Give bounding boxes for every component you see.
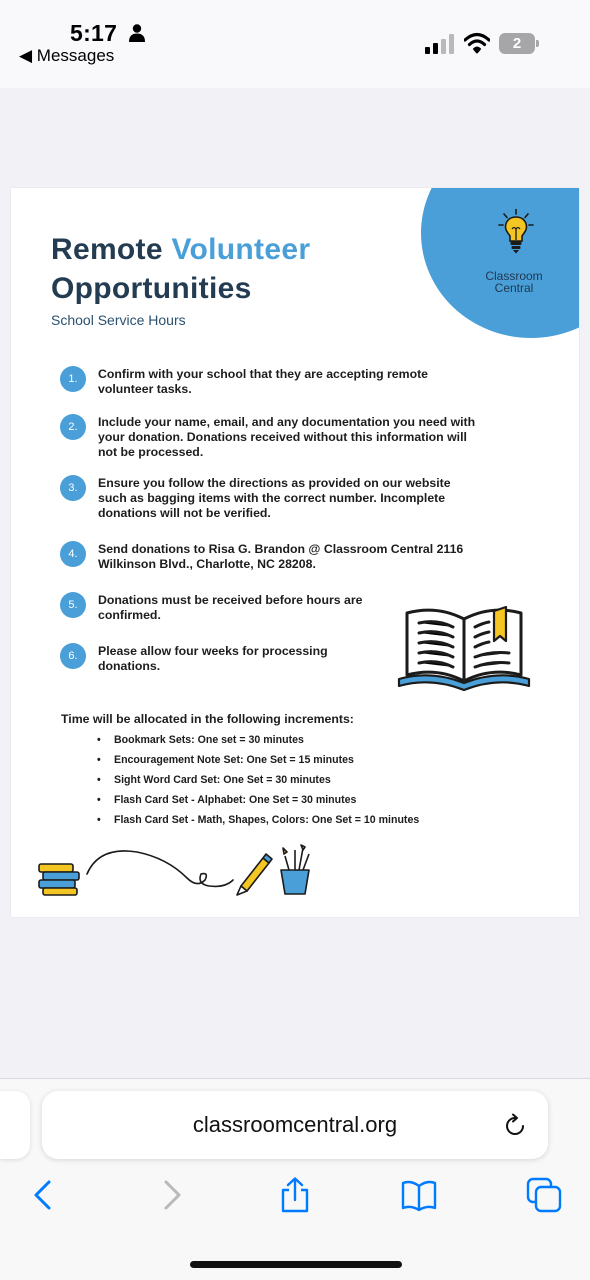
- title-line-1: [51, 230, 310, 269]
- browser-toolbar: [0, 1078, 590, 1280]
- url-text[interactable]: classroomcentral.org: [192, 1112, 398, 1137]
- list-item: • Sight Word Card Set: One Set = 30 minutes: [97, 771, 537, 791]
- increments-heading: Time will be allocated in the following increments:: [61, 712, 354, 726]
- step-number: 1.: [60, 366, 86, 392]
- step-text: Include your name, email, and any documentation you need with your donation. Donations received without this information will not be processed.: [98, 415, 476, 459]
- step-number: 2.: [60, 414, 86, 440]
- previous-tab-preview[interactable]: [0, 1091, 30, 1159]
- share-icon[interactable]: [277, 1177, 313, 1213]
- battery-icon: [499, 33, 539, 54]
- reload-icon[interactable]: [502, 1113, 528, 1139]
- step-number: 3.: [60, 475, 86, 501]
- step-text: Confirm with your school that they are accepting remote volunteer tasks.: [98, 367, 429, 396]
- back-icon[interactable]: [25, 1177, 61, 1213]
- brand-line-2: Central: [494, 281, 534, 295]
- brand-name: [473, 270, 555, 294]
- book-stack-icon: [39, 864, 79, 895]
- increments-list: [97, 731, 537, 831]
- list-item: • Flash Card Set - Alphabet: One Set = 30 minutes: [97, 791, 537, 811]
- title-line-2: Opportunities: [51, 272, 252, 305]
- open-book-icon: [395, 603, 533, 693]
- step-text: Send donations to Risa G. Brandon @ Classroom Central 2116 Wilkinson Blvd., Charlotte, NC 28208.: [98, 542, 464, 571]
- battery-tip: [536, 40, 539, 47]
- back-to-messages-link[interactable]: ◀ Messages: [19, 46, 115, 65]
- address-bar[interactable]: [42, 1091, 548, 1159]
- person-icon: [129, 24, 145, 42]
- forward-icon[interactable]: [154, 1177, 190, 1213]
- brand-line-1: Classroom: [485, 269, 543, 283]
- step-number: 5.: [60, 592, 86, 618]
- list-item: • Bookmark Sets: One set = 30 minutes: [97, 731, 537, 751]
- step-text: Please allow four weeks for processing donations.: [98, 644, 328, 673]
- home-indicator[interactable]: [190, 1261, 402, 1268]
- lightbulb-icon: [498, 209, 534, 255]
- title-remote: Remote: [51, 233, 172, 266]
- step-text: Donations must be received before hours are confirmed.: [98, 593, 363, 622]
- pencil-icon: [237, 854, 272, 895]
- tabs-icon[interactable]: [526, 1177, 562, 1213]
- list-item: • Encouragement Note Set: One Set = 15 minutes: [97, 751, 537, 771]
- flyer-subtitle: School Service Hours: [51, 312, 186, 328]
- flyer-title: [51, 230, 310, 308]
- bookmarks-icon[interactable]: [401, 1177, 437, 1213]
- step-number: 6.: [60, 643, 86, 669]
- status-time: 5:17: [70, 20, 118, 46]
- school-supplies-doodle: [37, 844, 312, 896]
- title-volunteer: Volunteer: [171, 233, 311, 266]
- list-item: • Flash Card Set - Math, Shapes, Colors: One Set = 10 minutes: [97, 811, 537, 831]
- step-text: Ensure you follow the directions as provided on our website such as bagging items with the correct number. Incomplete donations will not be verified.: [98, 476, 451, 520]
- signal-icon: [425, 34, 455, 54]
- status-bar: [0, 0, 590, 88]
- battery-level: 2: [499, 33, 535, 54]
- pencil-cup-icon: [281, 845, 309, 894]
- wifi-icon: [464, 32, 490, 54]
- step-number: 4.: [60, 541, 86, 567]
- flyer-image: [11, 188, 579, 917]
